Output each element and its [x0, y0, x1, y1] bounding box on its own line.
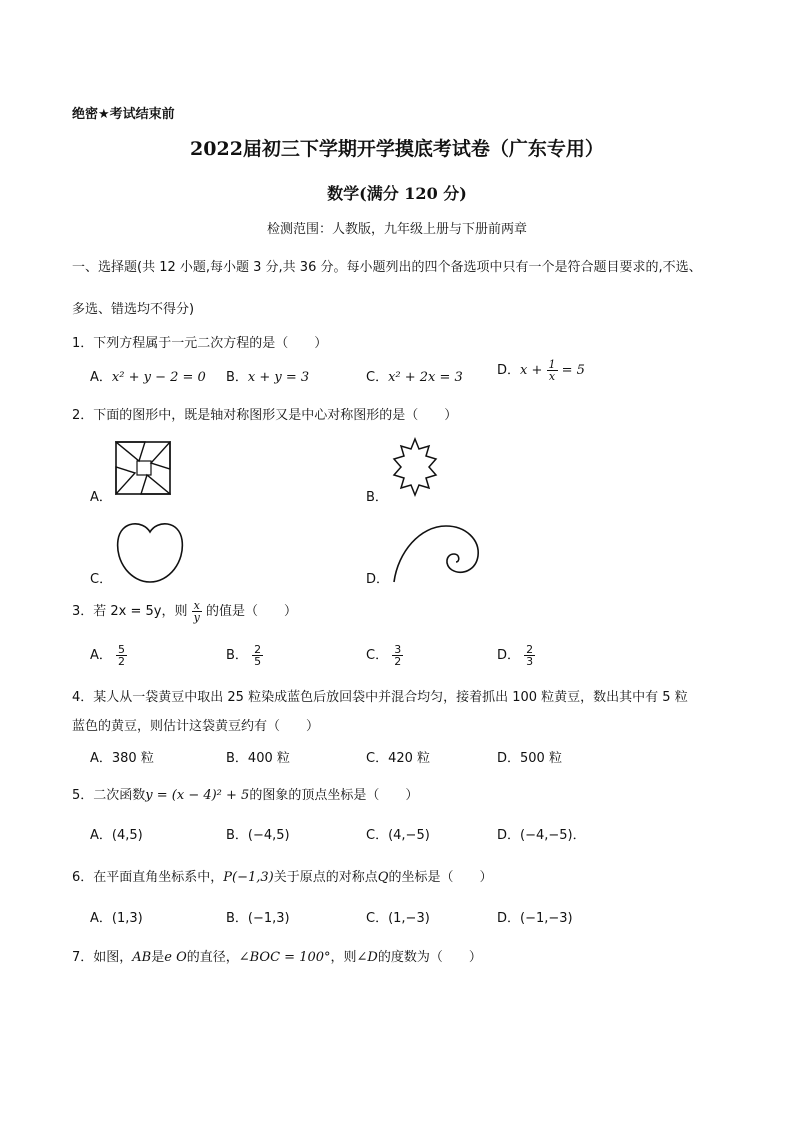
question-4-stem-line2: 蓝色的黄豆，则估计这袋黄豆约有（ ） [72, 719, 320, 734]
fraction-denominator: 2 [394, 655, 402, 668]
fraction [116, 644, 127, 667]
option-label: C． [366, 648, 389, 663]
page-subtitle: 数学(满分 120 分) [327, 184, 467, 203]
point-q: Q [377, 870, 389, 885]
question-5-option-d: D．(−4,−5)． [497, 828, 586, 843]
question-1-option-a [90, 366, 206, 385]
stem-pre: 3．若 2x = 5y，则 [72, 604, 188, 619]
option-value: x + y = 3 [247, 370, 310, 385]
question-6-option-a: A．(1,3) [90, 911, 143, 926]
question-2-stem: 2．下面的图形中，既是轴对称图形又是中心对称图形的是（ ） [72, 408, 458, 423]
fraction-denominator: x [548, 370, 556, 383]
fraction-numerator: 1 [548, 358, 556, 371]
option-value-pre: x + [520, 363, 543, 378]
option-label: A． [90, 370, 112, 385]
question-2-option-b-label: B． [366, 490, 388, 505]
exam-scope: 检测范围：人教版，九年级上册与下册前两章 [266, 222, 527, 237]
fraction [547, 359, 558, 382]
section-heading-line1: 一、选择题(共 12 小题,每小题 3 分,共 36 分。每小题列出的四个备选项中只有一个是符合题目要求的,不选、 [72, 260, 702, 275]
question-4-option-c: C．420 粒 [366, 751, 431, 766]
option-label: B． [226, 648, 248, 663]
question-4-option-a: A．380 粒 [90, 751, 154, 766]
stem-mid3: ，则 [330, 950, 357, 965]
question-6-option-b: B．(−1,3) [226, 911, 290, 926]
pinwheel-square-figure [115, 441, 171, 495]
fraction-denominator: 5 [254, 655, 262, 668]
fraction-numerator: 2 [254, 643, 262, 656]
question-3-option-b [226, 644, 263, 667]
question-1-option-c [366, 366, 463, 385]
option-value-post: = 5 [561, 363, 585, 378]
section-heading-line2: 多选、错选均不得分) [72, 302, 195, 317]
question-7-stem [72, 946, 482, 965]
question-4-stem-line1: 4．某人从一袋黄豆中取出 25 粒染成蓝色后放回袋中并混合均匀，接着抓出 100 粒黄豆，数出其中有 5 粒 [72, 690, 688, 705]
question-3-stem [72, 600, 297, 623]
question-5-option-b: B．(−4,5) [226, 828, 290, 843]
question-3-option-d [497, 644, 535, 667]
fraction-denominator: 2 [118, 655, 126, 668]
circle-o: e O [164, 950, 187, 965]
option-label: A． [90, 648, 112, 663]
angle-d: ∠D [356, 950, 378, 965]
question-2-option-c-label: C． [90, 572, 113, 587]
stem-expression: y = (x − 4)² + 5 [145, 788, 250, 803]
question-6-option-c: C．(1,−3) [366, 911, 430, 926]
spiral-curve-figure [390, 522, 482, 584]
stem-post: 的图象的顶点坐标是（ ） [249, 788, 419, 803]
question-2-option-d-label: D． [366, 572, 390, 587]
option-label: B． [226, 370, 248, 385]
stem-pre: 7．如图， [72, 950, 133, 965]
stem-pre: 6．在平面直角坐标系中， [72, 870, 224, 885]
question-5-stem [72, 784, 418, 803]
question-4-option-b: B．400 粒 [226, 751, 290, 766]
fraction-denominator: y [193, 611, 200, 624]
question-1-option-b [226, 366, 309, 385]
segment-ab: AB [132, 950, 152, 965]
stem-post: 的值是（ ） [206, 604, 298, 619]
fraction-numerator: 3 [394, 643, 402, 656]
question-1-option-d [497, 359, 585, 382]
page-title: 2022届初三下学期开学摸底考试卷（广东专用） [190, 138, 604, 160]
option-label: C． [366, 370, 389, 385]
question-6-stem [72, 866, 492, 885]
stem-mid2: 的直径， [186, 950, 239, 965]
stem-mid1: 是 [151, 950, 165, 965]
confidential-label: 绝密★考试结束前 [72, 107, 175, 122]
heart-curve-figure [113, 518, 187, 584]
koch-snowflake-figure [386, 437, 444, 497]
option-label: D． [497, 648, 521, 663]
stem-post: 的坐标是（ ） [388, 870, 493, 885]
question-2-option-a-label: A． [90, 490, 112, 505]
angle-boc: ∠BOC = 100° [238, 950, 331, 965]
fraction [192, 600, 202, 623]
option-label: D． [497, 363, 521, 378]
fraction [524, 644, 535, 667]
point-p: P(−1,3) [223, 870, 274, 885]
fraction-numerator: x [193, 599, 200, 612]
fraction-denominator: 3 [526, 655, 534, 668]
question-1-stem: 1．下列方程属于一元二次方程的是（ ） [72, 336, 328, 351]
question-3-option-c [366, 644, 403, 667]
fraction [392, 644, 403, 667]
fraction-numerator: 5 [118, 643, 126, 656]
question-5-option-a: A．(4,5) [90, 828, 143, 843]
question-6-option-d: D．(−1,−3) [497, 911, 573, 926]
fraction-numerator: 2 [526, 643, 534, 656]
option-value: x² + 2x = 3 [388, 370, 463, 385]
option-value: x² + y − 2 = 0 [111, 370, 206, 385]
stem-pre: 5．二次函数 [72, 788, 146, 803]
question-3-option-a [90, 644, 127, 667]
question-4-option-d: D．500 粒 [497, 751, 562, 766]
stem-mid: 关于原点的对称点 [273, 870, 378, 885]
stem-post: 的度数为（ ） [377, 950, 482, 965]
question-5-option-c: C．(4,−5) [366, 828, 430, 843]
fraction [252, 644, 263, 667]
